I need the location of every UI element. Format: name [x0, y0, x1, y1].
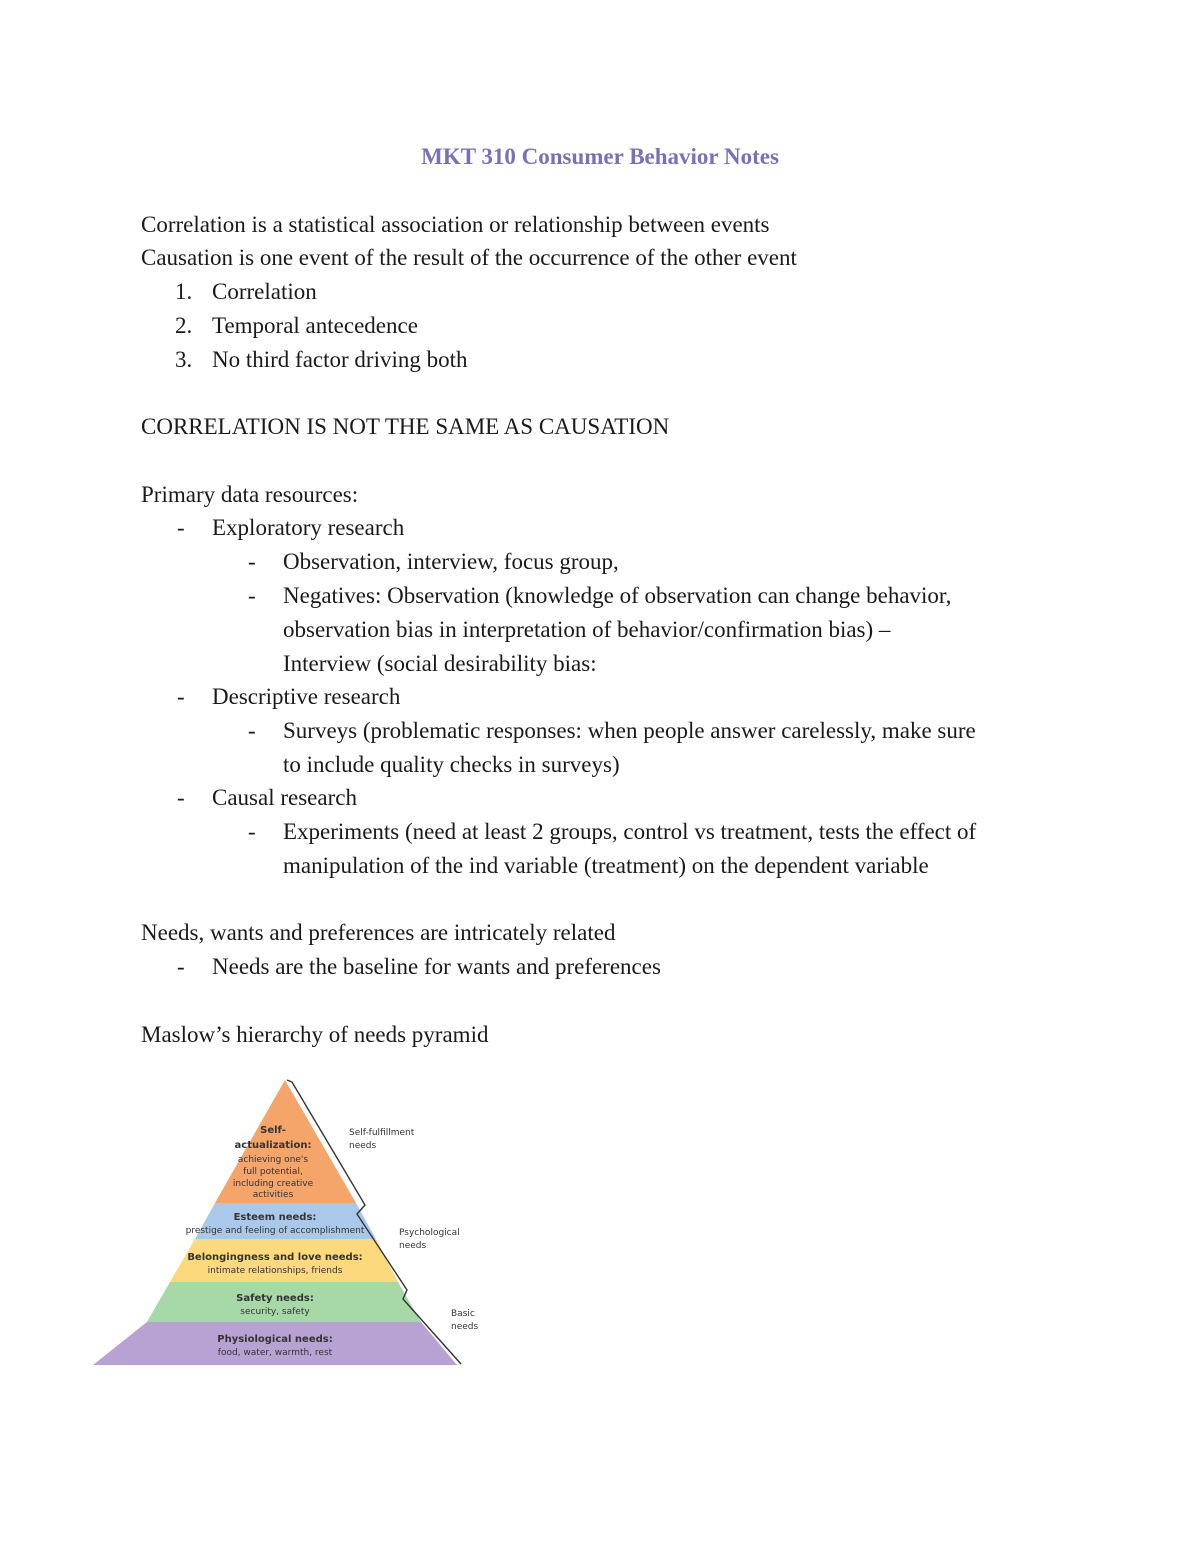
causation-definition: Causation is one event of the result of the occurrence of the other event	[141, 245, 797, 270]
list-marker: 3.	[175, 347, 193, 372]
correlation-definition: Correlation is a statistical association or relationship between events	[141, 212, 770, 237]
list-item: No third factor driving both	[212, 347, 468, 372]
list-item-continuation: Interview (social desirability bias:	[283, 651, 597, 676]
bullet-marker: -	[248, 819, 256, 844]
list-item-continuation: to include quality checks in surveys)	[283, 752, 620, 777]
esteem-desc: prestige and feeling of accomplishment	[185, 1226, 365, 1236]
physio-title: Physiological needs:	[217, 1334, 333, 1345]
pyramid-top-desc: full potential,	[243, 1167, 303, 1177]
list-item: Observation, interview, focus group,	[283, 549, 619, 574]
causal-research: Causal research	[212, 785, 357, 810]
pyramid-top-desc: including creative	[232, 1179, 314, 1189]
pyramid-top-desc: activities	[252, 1190, 294, 1200]
physio-desc: food, water, warmth, rest	[217, 1348, 333, 1358]
emphasis-statement: CORRELATION IS NOT THE SAME AS CAUSATION	[141, 414, 670, 439]
esteem-title: Esteem needs:	[233, 1212, 317, 1223]
maslow-pyramid-figure	[85, 1070, 485, 1370]
list-item: Temporal antecedence	[212, 313, 418, 338]
list-item: Surveys (problematic responses: when people answer carelessly, make sure	[283, 718, 976, 743]
list-item: Correlation	[212, 279, 317, 304]
basic-needs-label: needs	[451, 1322, 479, 1332]
exploratory-research: Exploratory research	[212, 515, 405, 540]
list-item: Negatives: Observation (knowledge of observation can change behavior,	[283, 583, 952, 608]
bullet-marker: -	[177, 785, 185, 810]
descriptive-research: Descriptive research	[212, 684, 401, 709]
needs-heading: Needs, wants and preferences are intricately related	[141, 920, 616, 945]
pyramid-top-label: actualization:	[234, 1140, 312, 1151]
self-fulfillment-label: needs	[349, 1141, 377, 1151]
maslow-heading: Maslow’s hierarchy of needs pyramid	[141, 1022, 489, 1047]
psychological-label: needs	[399, 1241, 427, 1251]
basic-needs-label: Basic	[451, 1309, 475, 1319]
safety-desc: security, safety	[240, 1307, 310, 1317]
bullet-marker: -	[177, 515, 185, 540]
list-item-continuation: observation bias in interpretation of behavior/confirmation bias) –	[283, 617, 891, 642]
list-item: Experiments (need at least 2 groups, control vs treatment, tests the effect of	[283, 819, 977, 844]
belonging-desc: intimate relationships, friends	[207, 1266, 343, 1276]
safety-title: Safety needs:	[236, 1293, 314, 1304]
list-marker: 2.	[175, 313, 193, 338]
pyramid-top-desc: achieving one's	[237, 1155, 309, 1165]
list-marker: 1.	[175, 279, 193, 304]
bullet-marker: -	[248, 583, 256, 608]
primary-data-heading: Primary data resources:	[141, 482, 359, 507]
belonging-title: Belongingness and love needs:	[187, 1252, 363, 1263]
self-fulfillment-label: Self-fulfillment	[349, 1128, 415, 1138]
list-item: Needs are the baseline for wants and preferences	[212, 954, 661, 979]
page-title: MKT 310 Consumer Behavior Notes	[421, 144, 779, 169]
psychological-label: Psychological	[399, 1228, 460, 1238]
list-item-continuation: manipulation of the ind variable (treatment) on the dependent variable	[283, 853, 929, 878]
bullet-marker: -	[177, 954, 185, 979]
bullet-marker: -	[248, 549, 256, 574]
pyramid-top-label: Self-	[260, 1125, 286, 1136]
bullet-marker: -	[177, 684, 185, 709]
bullet-marker: -	[248, 718, 256, 743]
